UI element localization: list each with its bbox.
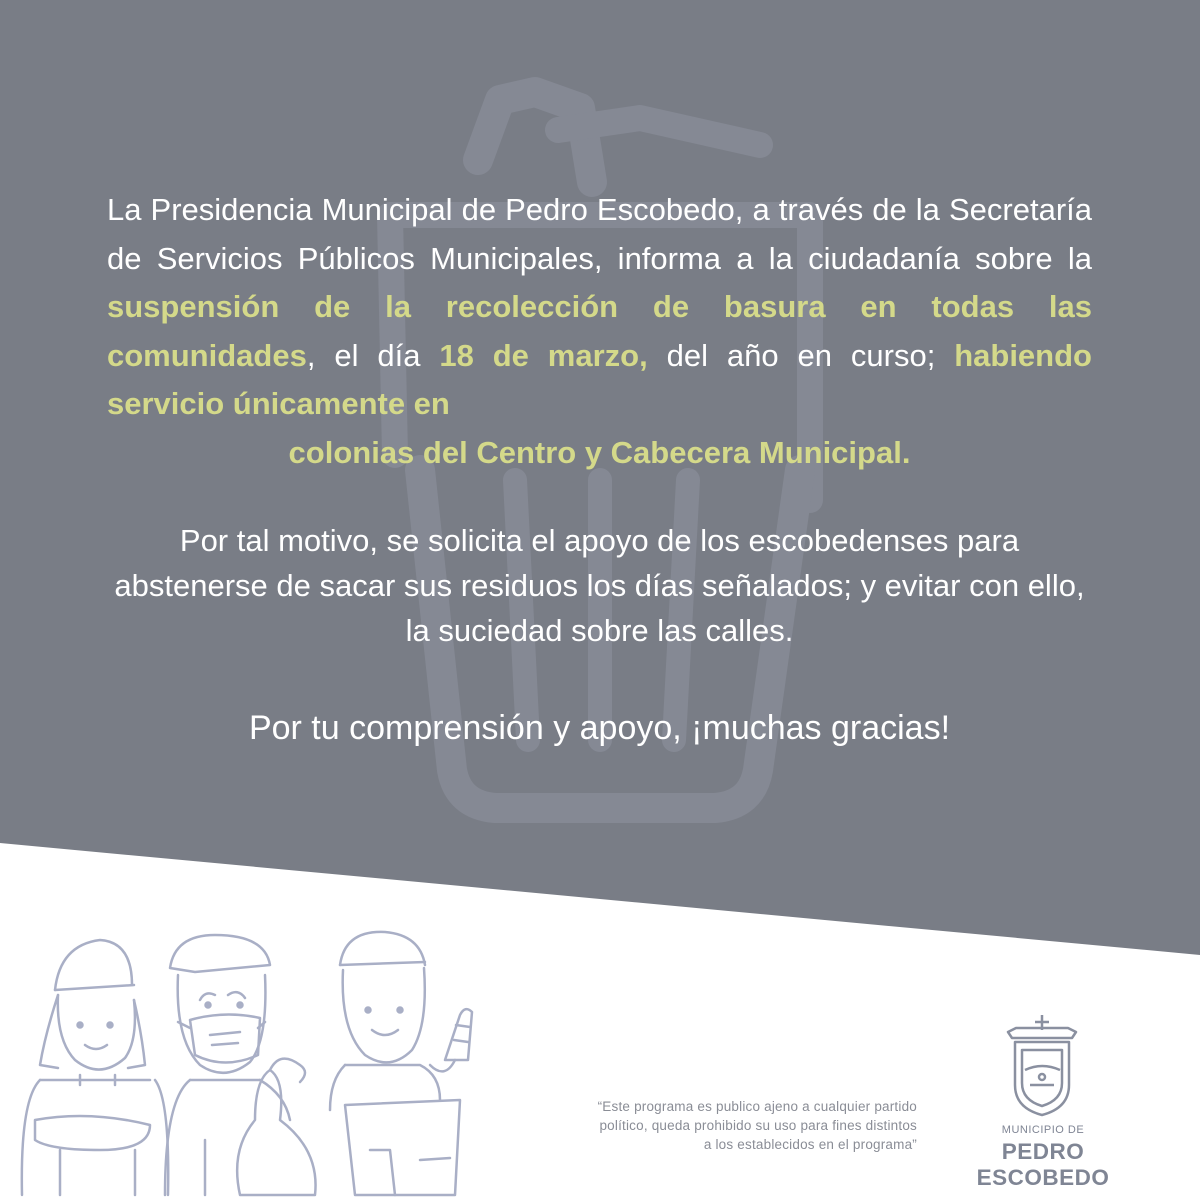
highlight-date: 18 de marzo, — [439, 337, 648, 373]
legal-disclaimer — [470, 1097, 917, 1154]
notice-text-year: del año en curso; — [647, 337, 955, 373]
notice-text-intro: La Presidencia Municipal de Pedro Escobedo, a través de la Secretaría de Servicios Públicos Municipales, informa a la ciudadanía sobre la — [107, 192, 1092, 276]
logo-subtitle: MUNICIPIO DE — [1001, 1124, 1085, 1136]
main-notice-paragraph — [107, 186, 1092, 477]
support-request-paragraph: Por tal motivo, se solicita el apoyo de los escobedenses para abstenerse de sacar sus residuos los días señalados; y evitar con ello, la suciedad sobre las calles. — [114, 523, 1085, 648]
highlight-suspension: suspensión de la recolección de basura en todas las comunidades — [107, 289, 1092, 373]
highlight-service-exception: habiendo servicio únicamente en — [107, 337, 1092, 421]
people-illustration — [22, 932, 472, 1195]
notice-text-date-prefix: , el día — [306, 337, 440, 373]
logo-title: PEDRO ESCOBEDO — [976, 1139, 1110, 1190]
person-right — [330, 932, 472, 1195]
person-middle — [165, 935, 316, 1195]
disclaimer-line-1: “Este programa es publico ajeno a cualquier partido — [597, 1099, 917, 1114]
highlight-service-areas: colonias del Centro y Cabecera Municipal. — [288, 434, 911, 470]
coat-of-arms-icon — [1008, 1015, 1076, 1115]
thanks-line: Por tu comprensión y apoyo, ¡muchas gracias! — [248, 709, 951, 747]
disclaimer-line-2: político, queda prohibido su uso para fines distintos — [599, 1118, 917, 1133]
person-left — [22, 940, 168, 1195]
disclaimer-line-3: a los establecidos en el programa” — [703, 1137, 917, 1152]
